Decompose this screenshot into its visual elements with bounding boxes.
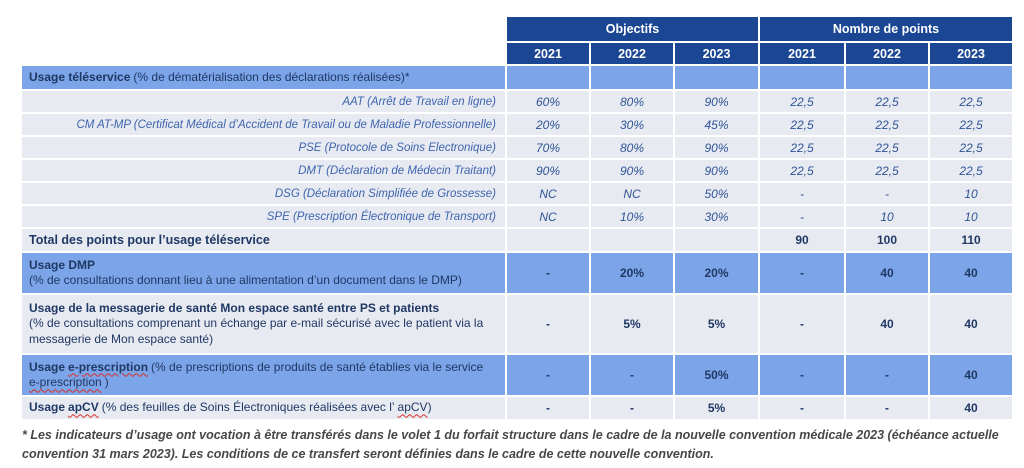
empty-cell xyxy=(760,66,844,89)
points-cell: 40 xyxy=(930,295,1012,353)
objectif-cell: 50% xyxy=(675,355,758,395)
total-points-cell: 90 xyxy=(760,229,844,251)
objectif-cell: 5% xyxy=(675,295,758,353)
indicators-table xyxy=(22,17,1014,464)
service-row-dmt xyxy=(22,160,1014,181)
usage-label xyxy=(22,295,505,353)
footnote: * Les indicateurs d’usage ont vocation à être transférés dans le volet 1 du forfait structure dans le cadre de la nouvelle convention médicale 2023 (échéance actuelle convention 31 mars 2023). Les conditions de ce transfert seront définies dans le cadre de cette nouvelle convention. xyxy=(22,428,999,461)
usage-row-eprescription xyxy=(22,355,1014,395)
service-label: AAT (Arrêt de Travail en ligne) xyxy=(22,91,505,112)
usage-row-apcv xyxy=(22,397,1014,419)
objectif-cell: NC xyxy=(507,206,589,227)
section-header-row-teleservice xyxy=(22,66,1014,89)
total-row xyxy=(22,229,1014,251)
empty-corner-cell xyxy=(22,17,505,41)
year-header: 2022 xyxy=(591,43,673,64)
empty-cell xyxy=(507,229,589,251)
usage-label xyxy=(22,355,505,395)
objectif-cell: 80% xyxy=(591,137,673,158)
objectif-cell: 80% xyxy=(591,91,673,112)
objectif-cell: 50% xyxy=(675,183,758,204)
points-cell: 22,5 xyxy=(760,137,844,158)
points-cell: 22,5 xyxy=(930,114,1012,135)
objectif-cell: 90% xyxy=(675,137,758,158)
usage-label xyxy=(22,397,505,419)
objectif-cell: 5% xyxy=(591,295,673,353)
objectif-cell: 30% xyxy=(675,206,758,227)
points-cell: 40 xyxy=(846,295,928,353)
service-row-dsg xyxy=(22,183,1014,204)
empty-cell xyxy=(930,66,1012,89)
service-row-pse xyxy=(22,137,1014,158)
objectif-cell: 20% xyxy=(675,253,758,293)
usage-subtitle-after: ) xyxy=(427,400,432,415)
objectifs-group-header: Objectifs xyxy=(507,17,758,41)
objectif-cell: 10% xyxy=(591,206,673,227)
objectif-cell: 30% xyxy=(591,114,673,135)
usage-subtitle-before: (% des feuilles de Soins Électroniques réalisées avec l’ xyxy=(101,400,395,415)
usage-subtitle-before: (% de prescriptions de produits de santé établies via le service xyxy=(151,359,484,374)
usage-title-underlined: apCV xyxy=(68,400,99,415)
objectif-cell: 90% xyxy=(591,160,673,181)
points-cell: 22,5 xyxy=(930,137,1012,158)
objectif-cell: - xyxy=(507,295,589,353)
usage-row-messagerie xyxy=(22,295,1014,353)
usage-subtitle-underlined: apCV xyxy=(397,400,428,415)
usage-subtitle-after: ) xyxy=(104,375,109,390)
points-cell: - xyxy=(760,206,844,227)
points-cell: 40 xyxy=(930,253,1012,293)
table-header-group-row xyxy=(22,17,1014,41)
points-cell: - xyxy=(846,397,928,419)
points-cell: - xyxy=(846,183,928,204)
empty-cell xyxy=(675,66,758,89)
empty-cell xyxy=(507,66,589,89)
service-label: DMT (Déclaration de Médecin Traitant) xyxy=(22,160,505,181)
objectif-cell: 90% xyxy=(507,160,589,181)
year-header: 2022 xyxy=(846,43,928,64)
points-cell: 40 xyxy=(846,253,928,293)
objectif-cell: 90% xyxy=(675,160,758,181)
points-cell: 22,5 xyxy=(760,114,844,135)
points-cell: 10 xyxy=(930,206,1012,227)
service-label: DSG (Déclaration Simplifiée de Grossesse) xyxy=(22,183,505,204)
points-cell: 10 xyxy=(846,206,928,227)
usage-row-dmp xyxy=(22,253,1014,293)
points-cell: 22,5 xyxy=(760,91,844,112)
usage-title: Usage DMP xyxy=(29,257,96,272)
service-label: CM AT-MP (Certificat Médical d’Accident de Travail ou de Maladie Professionnelle) xyxy=(22,114,505,135)
objectif-cell: 90% xyxy=(675,91,758,112)
year-header: 2021 xyxy=(507,43,589,64)
points-cell: 22,5 xyxy=(930,91,1012,112)
objectif-cell: - xyxy=(591,355,673,395)
points-cell: 22,5 xyxy=(846,114,928,135)
objectif-cell: 60% xyxy=(507,91,589,112)
objectif-cell: - xyxy=(591,397,673,419)
points-cell: 22,5 xyxy=(846,91,928,112)
points-cell: - xyxy=(846,355,928,395)
empty-cell xyxy=(591,66,673,89)
objectif-cell: NC xyxy=(507,183,589,204)
usage-title-prefix: Usage xyxy=(29,400,66,415)
points-cell: 22,5 xyxy=(846,137,928,158)
usage-label xyxy=(22,253,505,293)
usage-subtitle: (% de consultations comprenant un échange par e-mail sécurisé avec le patient via la messagerie de Mon espace santé) xyxy=(29,316,484,347)
service-row-spe xyxy=(22,206,1014,227)
points-cell: 10 xyxy=(930,183,1012,204)
service-label: SPE (Prescription Électronique de Transport) xyxy=(22,206,505,227)
empty-cell xyxy=(675,229,758,251)
table-header-years-row xyxy=(22,43,1014,64)
year-header: 2021 xyxy=(760,43,844,64)
objectif-cell: 5% xyxy=(675,397,758,419)
usage-title-prefix: Usage xyxy=(29,359,66,374)
points-cell: 22,5 xyxy=(846,160,928,181)
objectif-cell: 20% xyxy=(507,114,589,135)
points-cell: - xyxy=(760,183,844,204)
service-label: PSE (Protocole de Soins Electronique) xyxy=(22,137,505,158)
points-group-header: Nombre de points xyxy=(760,17,1012,41)
total-label: Total des points pour l’usage téléservice xyxy=(29,233,270,247)
total-points-cell: 100 xyxy=(846,229,928,251)
usage-subtitle: (% de consultations donnant lieu à une alimentation d’un document dans le DMP) xyxy=(29,273,462,288)
points-cell: - xyxy=(760,397,844,419)
service-row-aat xyxy=(22,91,1014,112)
objectif-cell: 20% xyxy=(591,253,673,293)
empty-cell xyxy=(846,66,928,89)
empty-cell xyxy=(591,229,673,251)
section-subtitle: (% de dématérialisation des déclarations réalisées)* xyxy=(133,69,410,84)
empty-corner-cell xyxy=(22,43,505,64)
year-header: 2023 xyxy=(930,43,1012,64)
points-cell: 22,5 xyxy=(760,160,844,181)
points-cell: 40 xyxy=(930,355,1012,395)
usage-title-underlined: e-prescription xyxy=(68,359,149,374)
section-title: Usage téléservice xyxy=(29,69,131,84)
points-cell: - xyxy=(760,253,844,293)
points-cell: 40 xyxy=(930,397,1012,419)
objectif-cell: - xyxy=(507,253,589,293)
total-label-cell xyxy=(22,229,505,251)
section-header-label xyxy=(22,66,505,89)
total-points-cell: 110 xyxy=(930,229,1012,251)
objectif-cell: NC xyxy=(591,183,673,204)
usage-subtitle-underlined: e-prescription xyxy=(29,375,102,390)
objectif-cell: 45% xyxy=(675,114,758,135)
objectif-cell: - xyxy=(507,355,589,395)
points-cell: 22,5 xyxy=(930,160,1012,181)
usage-title: Usage de la messagerie de santé Mon espace santé entre PS et patients xyxy=(29,300,440,315)
service-row-cm-atmp xyxy=(22,114,1014,135)
objectif-cell: 70% xyxy=(507,137,589,158)
points-cell: - xyxy=(760,295,844,353)
objectif-cell: - xyxy=(507,397,589,419)
year-header: 2023 xyxy=(675,43,758,64)
points-cell: - xyxy=(760,355,844,395)
